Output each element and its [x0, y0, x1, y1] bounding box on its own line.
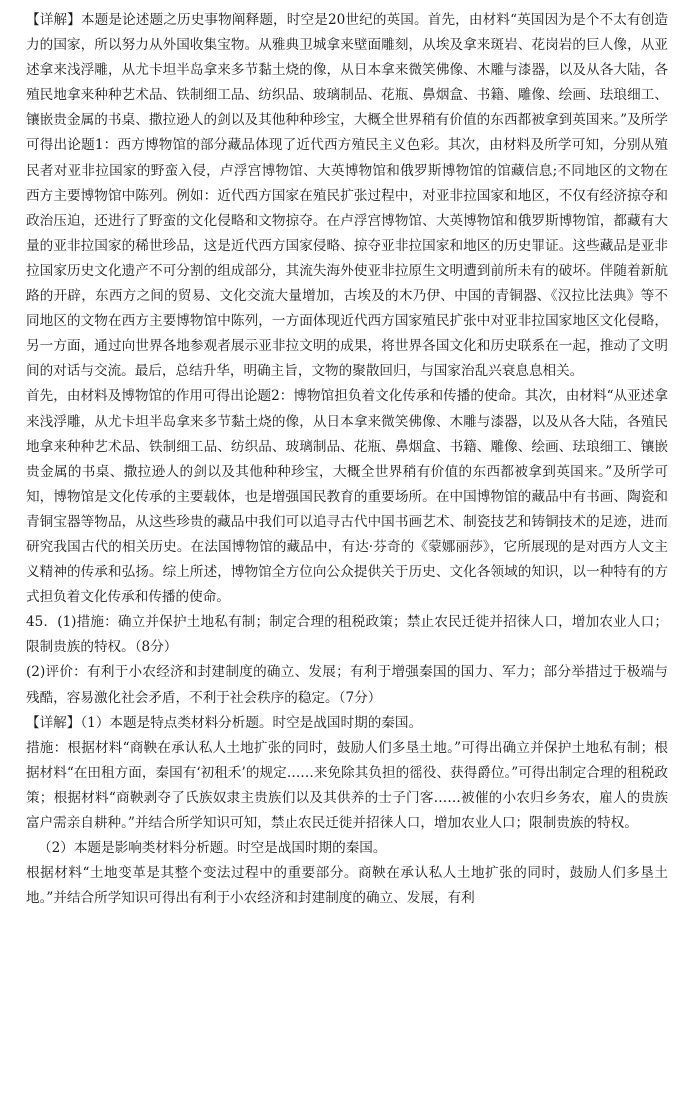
explanation-45-part2-body: 根据材料“土地变革是其整个变法过程中的重要部分。商鞅在承认私人土地扩张的同时，鼓励人们多垦土地。”并结合所学知识可得出有利于小农经济和封建制度的确立、发展，有利	[26, 865, 668, 907]
explanation-45-measures: 措施：根据材料“商鞅在承认私人土地扩张的同时，鼓励人们多垦土地。”可得出确立并保护土地私有制；根据材料“在田租方面，秦国有‘初租禾’的规定……来免除其负担的徭役、获得爵位。”可得出制定合理的租税政策；根据材料“商鞅剥夺了氏族奴隶主贵族们以及其供养的士子门客……被催的小农归乡务农，雇人的贵族富户需亲自耕种。”并结合所学知识可知，禁止农民迁徙并招徕人口，增加农业人口；限制贵族的特权。	[26, 739, 668, 831]
explanation-45-part2-heading: （2）本题是影响类材料分析题。时空是战国时期的秦国。	[38, 840, 387, 857]
explanation-paragraph-1: 【详解】本题是论述题之历史事物阐释题，时空是20世纪的英国。首先，由材料“英国因为是个不太有创造力的国家，所以努力从外国收集宝物。从雅典卫城拿来壁面雕刻，从埃及拿来斑岩、花岗岩的巨人像，从亚述拿来浅浮雕，从尤卡坦半岛拿来多节黏土烧的像，从日本拿来微笑佛像、木雕与漆器，以及从各大陆，各殖民地拿来种种艺术品、铁制细工品、纺织品、玻璃制品、花瓶、鼻烟盒、书籍、雕像、绘画、珐琅细工、镶嵌贵金属的书桌、撒拉逊人的剑以及其他种种珍宝，大概全世界稍有价值的东西都被拿到英国来。”及所学可得出论题1：西方博物馆的部分藏品体现了近代西方殖民主义色彩。其次，由材料及所学可知，分别从殖民者对亚非拉国家的野蛮入侵，卢浮宫博物馆、大英博物馆和俄罗斯博物馆的馆藏信息;不同地区的文物在西方主要博物馆中陈列。例如：近代西方国家在殖民扩张过程中，对亚非拉国家和地区，不仅有经济掠夺和政治压迫，还进行了野蛮的文化侵略和文物掠夺。在卢浮宫博物馆、大英博物馆和俄罗斯博物馆，都藏有大量的亚非拉国家的稀世珍品，这是近代西方国家侵略、掠夺亚非拉国家和地区的历史罪证。这些藏品是亚非拉国家历史文化遗产不可分割的组成部分，其流失海外使亚非拉原生文明遭到前所未有的破坏。伴随着新航路的开辟，东西方之间的贸易、文化交流大量增加，古埃及的木乃伊、中国的青铜器、《汉拉比法典》等不同地区的文物在西方主要博物馆中陈列，一方面体现近代西方国家殖民扩张中对亚非拉国家地区文化侵略，另一方面，通过向世界各地参观者展示亚非拉文明的成果，将世界各国文化和历史联系在一起，推动了文明间的对话与交流。最后，总结升华，明确主旨，文物的聚散回归，与国家治乱兴衰息息相关。	[26, 12, 668, 380]
explanation-paragraph-2: 首先，由材料及博物馆的作用可得出论题2：博物馆担负着文化传承和传播的使命。其次，由材料“从亚述拿来浅浮雕，从尤卡坦半岛拿来多节黏土烧的像，从日本拿来微笑佛像、木雕与漆器，以及从各大陆，各殖民地拿来种种艺术品、铁制细工品、纺织品、玻璃制品、花瓶、鼻烟盒、书籍、雕像、绘画、珐琅细工、镶嵌贵金属的书桌、撒拉逊人的剑以及其他种种珍宝，大概全世界稍有价值的东西都被拿到英国来。”及所学可知，博物馆是文化传承的主要载体，也是增强国民教育的重要场所。在中国博物馆的藏品中有书画、陶瓷和青铜宝器等物品，从这些珍贵的藏品中我们可以追寻古代中国书画艺术、制瓷技艺和铸铜技术的足迹，进而研究我国古代的相关历史。在法国博物馆的藏品中，有达·芬奇的《蒙娜丽莎》，它所展现的是对西方人文主义精神的传承和弘扬。综上所述，博物馆全方位向公众提供关于历史、文化各领域的知识，以一种特有的方式担负着文化传承和传播的使命。	[26, 388, 668, 606]
explanation-45-intro: 【详解】（1）本题是特点类材料分析题。时空是战国时期的秦国。	[26, 714, 423, 731]
answer-45-evaluation: (2)评价：有利于小农经济和封建制度的确立、发展；有利于增强秦国的国力、军力；部分举措过于极端与残酷，容易激化社会矛盾，不利于社会秩序的稳定。（7分）	[26, 664, 668, 706]
answer-45-measures: 45．(1)措施：确立并保护土地私有制；制定合理的租税政策；禁止农民迁徙并招徕人口，增加农业人口；限制贵族的特权。（8分）	[26, 614, 668, 656]
